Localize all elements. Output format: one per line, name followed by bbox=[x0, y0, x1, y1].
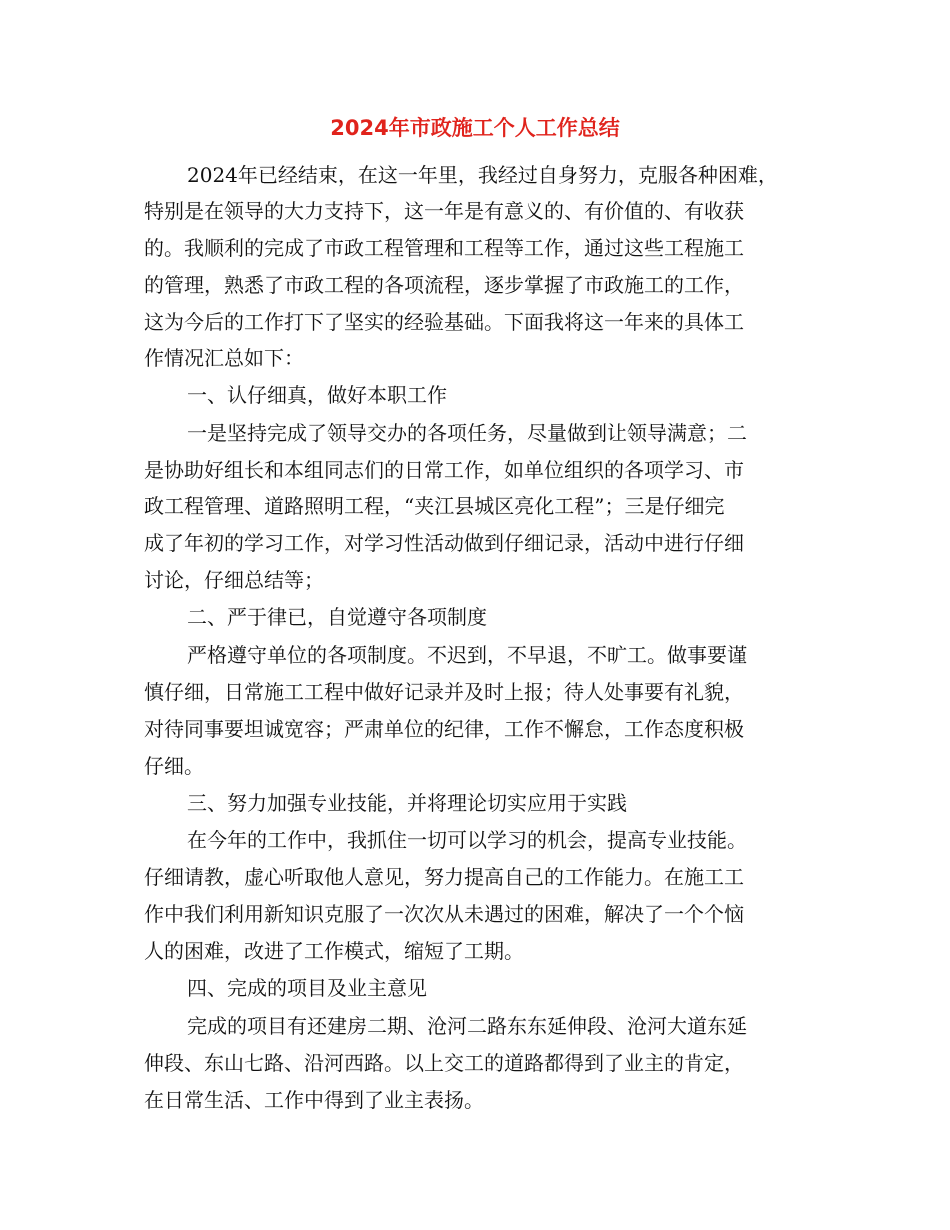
paragraph-line: 完成的项目有还建房二期、沧河二路东东延伸段、沧河大道东延 bbox=[187, 1014, 747, 1038]
paragraph-line: 特别是在领导的大力支持下，这一年是有意义的、有价值的、有收获 bbox=[144, 199, 744, 223]
paragraph-line: 仔细。 bbox=[144, 754, 204, 778]
section-heading: 三、努力加强专业技能，并将理论切实应用于实践 bbox=[187, 791, 627, 815]
paragraph-line: 严格遵守单位的各项制度。不迟到，不早退，不旷工。做事要谨 bbox=[187, 643, 747, 667]
paragraph-line: 这为今后的工作打下了坚实的经验基础。下面我将这一年来的具体工 bbox=[144, 310, 744, 334]
paragraph-line: 2024年已经结束，在这一年里，我经过自身努力，克服各种困难， bbox=[187, 163, 778, 187]
paragraph-line: 在日常生活、工作中得到了业主表扬。 bbox=[144, 1088, 484, 1112]
paragraph-line: 仔细请教，虚心听取他人意见，努力提高自己的工作能力。在施工工 bbox=[144, 865, 744, 889]
paragraph-line: 作中我们利用新知识克服了一次次从未遇过的困难，解决了一个个恼 bbox=[144, 902, 744, 926]
paragraph-line: 伸段、东山七路、沿河西路。以上交工的道路都得到了业主的肯定， bbox=[144, 1051, 744, 1075]
paragraph-line: 政工程管理、道路照明工程，“夹江县城区亮化工程”；三是仔细完 bbox=[144, 494, 725, 518]
paragraph-line: 讨论，仔细总结等； bbox=[144, 568, 324, 592]
section-heading: 四、完成的项目及业主意见 bbox=[187, 976, 427, 1000]
paragraph-line: 在今年的工作中，我抓住一切可以学习的机会，提高专业技能。 bbox=[187, 828, 747, 852]
section-heading: 二、严于律已，自觉遵守各项制度 bbox=[187, 605, 487, 629]
section-heading: 一、认仔细真，做好本职工作 bbox=[187, 383, 447, 407]
paragraph-line: 人的困难，改进了工作模式，缩短了工期。 bbox=[144, 939, 524, 963]
paragraph-line: 对待同事要坦诚宽容；严肃单位的纪律，工作不懈怠，工作态度积极 bbox=[144, 717, 744, 741]
paragraph-line: 作情况汇总如下： bbox=[144, 346, 304, 370]
paragraph-line: 的。我顺利的完成了市政工程管理和工程等工作，通过这些工程施工 bbox=[144, 236, 744, 260]
paragraph-line: 成了年初的学习工作，对学习性活动做到仔细记录，活动中进行仔细 bbox=[144, 531, 744, 555]
document-title: 2024年市政施工个人工作总结 bbox=[330, 116, 620, 140]
paragraph-line: 的管理，熟悉了市政工程的各项流程，逐步掌握了市政施工的工作， bbox=[144, 273, 744, 297]
paragraph-line: 是协助好组长和本组同志们的日常工作，如单位组织的各项学习、市 bbox=[144, 458, 744, 482]
paragraph-line: 一是坚持完成了领导交办的各项任务，尽量做到让领导满意；二 bbox=[187, 421, 747, 445]
paragraph-line: 慎仔细，日常施工工程中做好记录并及时上报；待人处事要有礼貌， bbox=[144, 680, 744, 704]
